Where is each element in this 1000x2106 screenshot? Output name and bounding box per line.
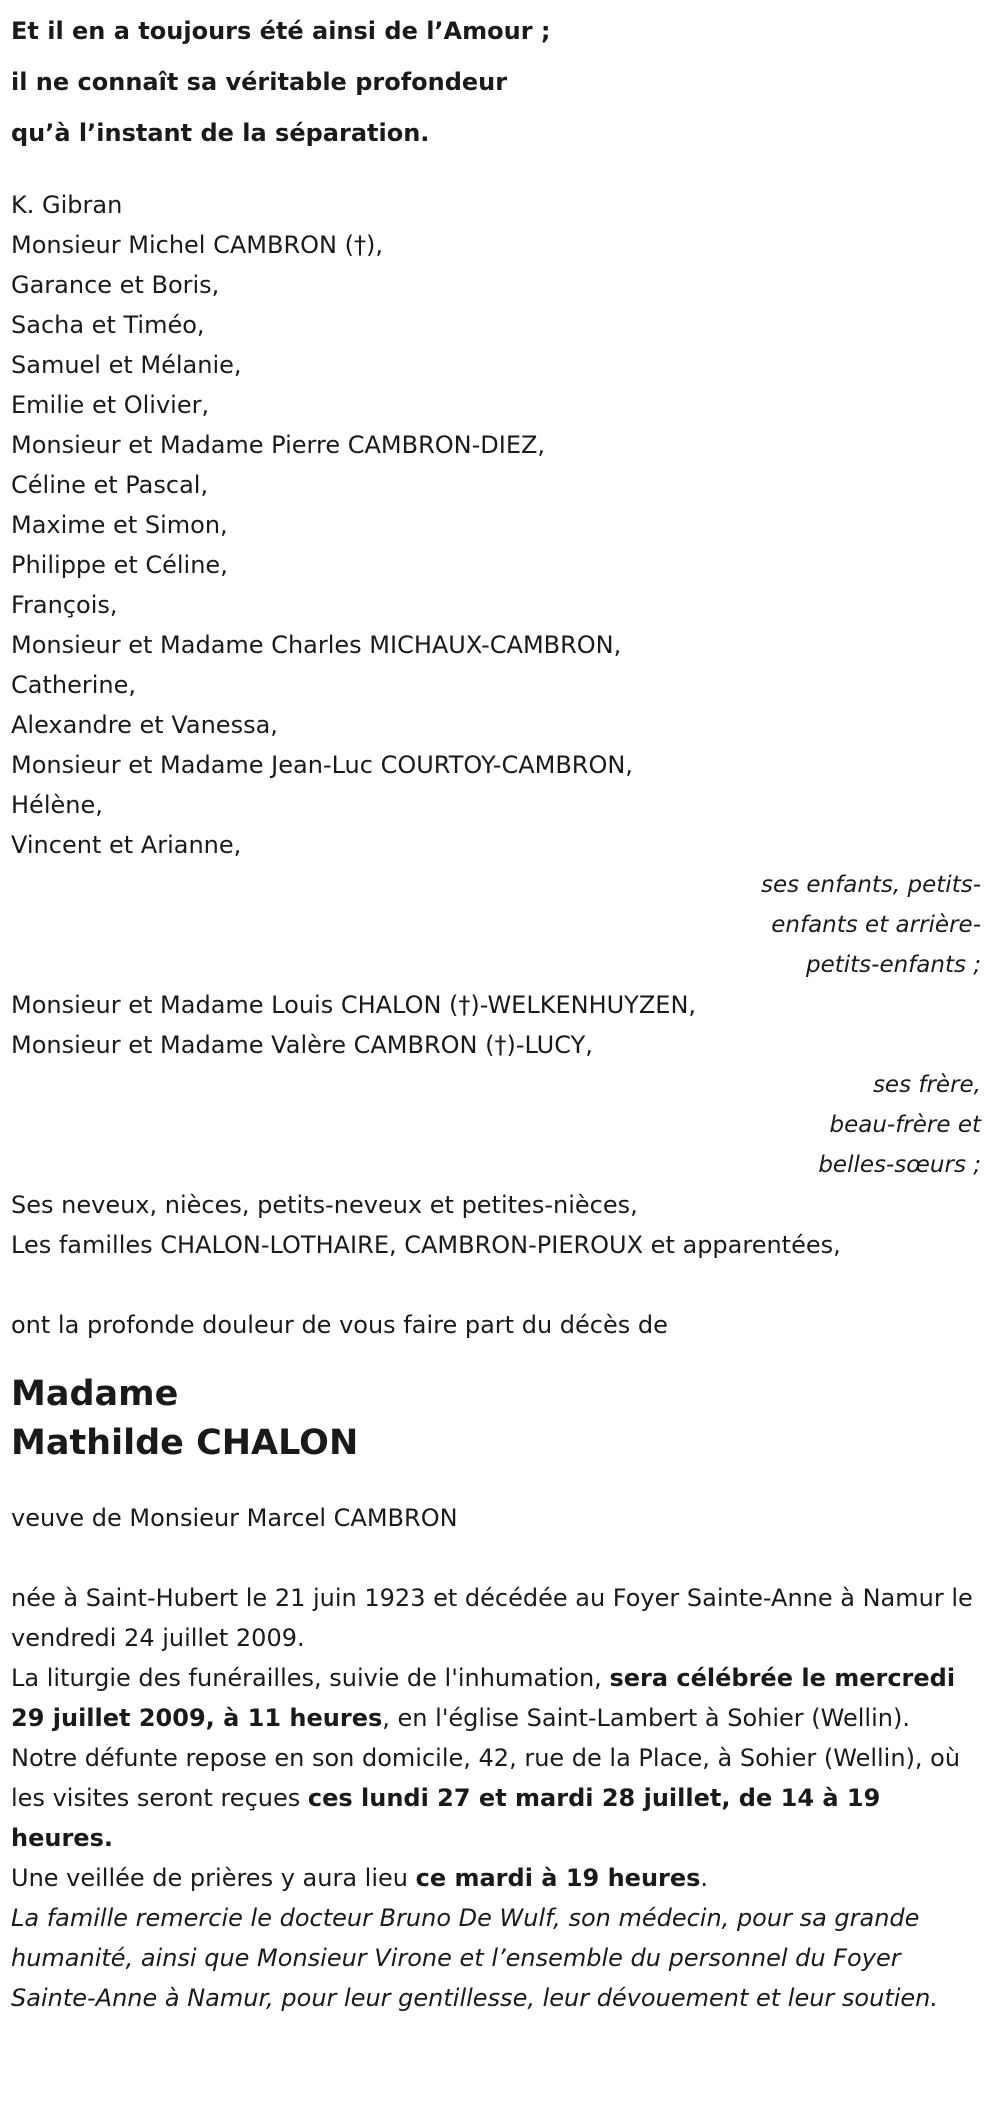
relation-line: belles-sœurs ; bbox=[818, 1152, 981, 1178]
relation-siblings bbox=[721, 1065, 981, 1185]
family-member: Ses neveux, nièces, petits-neveux et petites-nièces, bbox=[11, 1191, 638, 1219]
quote-author: K. Gibran bbox=[11, 191, 123, 219]
vigil-time: ce mardi à 19 heures bbox=[415, 1864, 701, 1892]
family-children-list bbox=[11, 225, 989, 865]
relation-children bbox=[721, 865, 981, 985]
family-member: Monsieur et Madame Valère CAMBRON (†)-LUCY, bbox=[11, 1031, 593, 1059]
visits-text bbox=[11, 1738, 989, 1858]
family-member: Hélène, bbox=[11, 791, 103, 819]
vigil-text-start: Une veillée de prières y aura lieu bbox=[11, 1864, 416, 1892]
deceased-fullname: Mathilde CHALON bbox=[11, 1423, 359, 1463]
relation-line: ses frère, bbox=[872, 1072, 981, 1098]
family-member: Monsieur Michel CAMBRON (†), bbox=[11, 231, 383, 259]
family-siblings-list bbox=[11, 985, 989, 1065]
funeral-date: sera célébrée le mercredi 29 juillet 2009, à 11 heures bbox=[11, 1664, 956, 1732]
relation-line: enfants et arrière- bbox=[771, 912, 981, 938]
visits-text-start: Notre défunte repose en son domicile, 42, rue de la Place, à Sohier (Wellin), où les visites seront reçues bbox=[11, 1744, 961, 1812]
funeral-text-end: , en l'église Saint-Lambert à Sohier (Wellin). bbox=[382, 1704, 910, 1732]
quote-line: qu’à l’instant de la séparation. bbox=[11, 119, 430, 147]
deceased-name bbox=[11, 1370, 989, 1468]
family-member: Sacha et Timéo, bbox=[11, 311, 205, 339]
family-member: Philippe et Céline, bbox=[11, 551, 228, 579]
funeral-text bbox=[11, 1658, 989, 1738]
vigil-text-end: . bbox=[700, 1864, 709, 1892]
family-member: Les familles CHALON-LOTHAIRE, CAMBRON-PIEROUX et apparentées, bbox=[11, 1231, 841, 1259]
thanks-text: La famille remercie le docteur Bruno De Wulf, son médecin, pour sa grande humanité, ainsi que Monsieur Virone et l’ensemble du personnel du Foyer Sainte-Anne à Namur, pour leur gentillesse, leur dévouement et leur soutien. bbox=[11, 1904, 939, 2012]
family-member: François, bbox=[11, 591, 118, 619]
gibran-quote bbox=[11, 0, 989, 159]
vigil-text bbox=[11, 1858, 989, 1898]
relation-line: beau-frère et bbox=[829, 1112, 981, 1138]
deceased-title: Madame bbox=[11, 1374, 179, 1414]
family-member: Vincent et Arianne, bbox=[11, 831, 242, 859]
quote-line: il ne connaît sa véritable profondeur bbox=[11, 68, 508, 96]
relation-line: ses enfants, petits- bbox=[760, 872, 981, 898]
quote-line: Et il en a toujours été ainsi de l’Amour ; bbox=[11, 17, 551, 45]
family-member: Alexandre et Vanessa, bbox=[11, 711, 278, 739]
family-others-list bbox=[11, 1185, 989, 1265]
family-member: Monsieur et Madame Jean-Luc COURTOY-CAMBRON, bbox=[11, 751, 633, 779]
birth-death-text: née à Saint-Hubert le 21 juin 1923 et décédée au Foyer Sainte-Anne à Namur le vendredi 24 juillet 2009. bbox=[11, 1584, 973, 1652]
family-member: Maxime et Simon, bbox=[11, 511, 228, 539]
visits-dates: ces lundi 27 et mardi 28 juillet, de 14 à 19 heures. bbox=[11, 1784, 881, 1852]
family-member: Céline et Pascal, bbox=[11, 471, 209, 499]
widow-of-text: veuve de Monsieur Marcel CAMBRON bbox=[11, 1504, 458, 1532]
family-member: Samuel et Mélanie, bbox=[11, 351, 242, 379]
family-member: Catherine, bbox=[11, 671, 136, 699]
family-member: Monsieur et Madame Charles MICHAUX-CAMBRON, bbox=[11, 631, 622, 659]
family-member: Garance et Boris, bbox=[11, 271, 220, 299]
family-member: Emilie et Olivier, bbox=[11, 391, 210, 419]
announcement-text: ont la profonde douleur de vous faire part du décès de bbox=[11, 1311, 668, 1339]
relation-line: petits-enfants ; bbox=[805, 952, 981, 978]
funeral-text-start: La liturgie des funérailles, suivie de l'inhumation, bbox=[11, 1664, 610, 1692]
family-member: Monsieur et Madame Pierre CAMBRON-DIEZ, bbox=[11, 431, 546, 459]
family-member: Monsieur et Madame Louis CHALON (†)-WELKENHUYZEN, bbox=[11, 991, 697, 1019]
